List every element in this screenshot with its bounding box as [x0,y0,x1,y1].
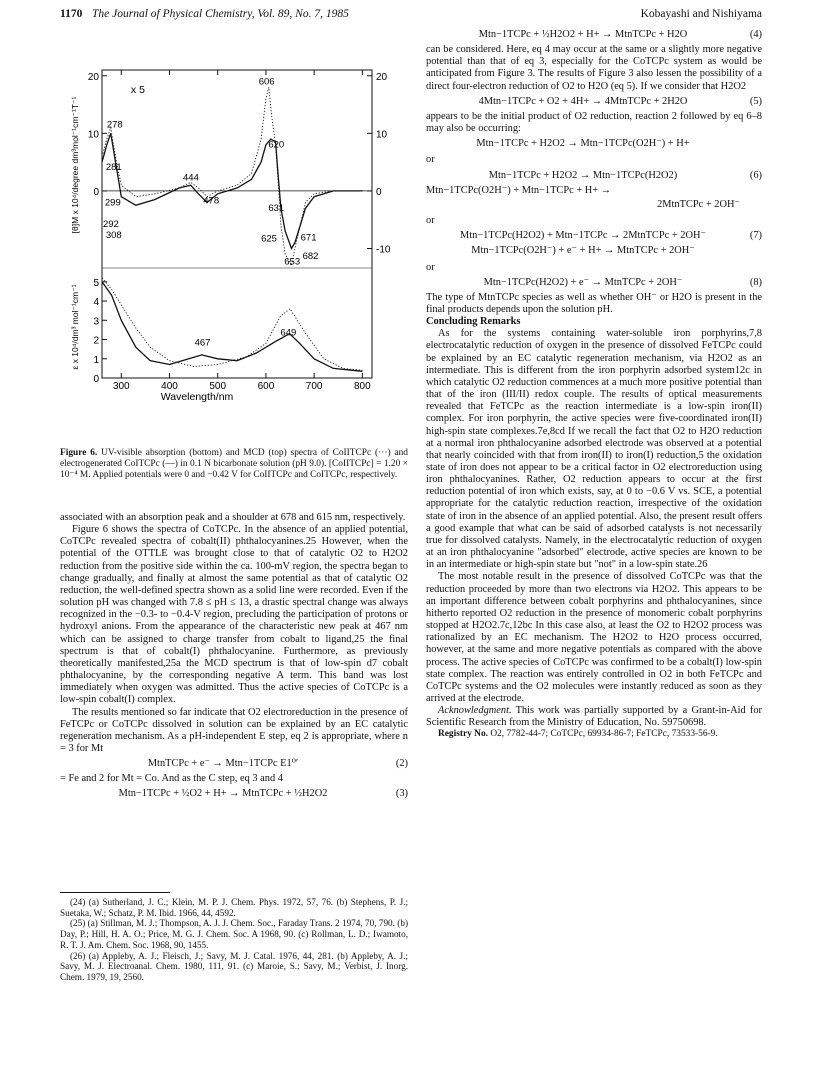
paragraph: can be considered. Here, eq 4 may occur at the same or a slightly more negative potential than that of eq 3, especially for the CoTCPc system as would be anticipated from Figure 3. The results of Figure 3 also lessen the possibility of a direct four-electron reduction of O2 to H2O (eq 5). If we consider that H2O2 [426,44,762,92]
mcd-peak-label: 292 [102,219,119,231]
section-heading: Concluding Remarks [426,316,521,328]
mcd-scale-note: x 5 [130,84,145,97]
x-tick-label: 600 [257,381,275,392]
equation-body: 4Mtn−1TCPc + O2 + 4H+ → 4MtnTCPc + 2H2O [478,95,688,107]
acknowledgment [426,705,762,729]
uv-peak-label: 467 [194,337,211,349]
registry-label: Registry No. [438,729,488,740]
x-tick-label: 500 [209,381,227,392]
paragraph: The type of MtnTCPc species as well as whether OH⁻ or H2O is present in the final products depends upon the solution pH. [426,291,762,315]
equation-number: (4) [749,29,762,40]
mcd-peak-label: 653 [284,256,301,268]
equation-body: Mtn−1TCPc(H2O2) + Mtn−1TCPc → 2MtnTCPc + 2OH⁻ [460,230,706,242]
x-axis-label: Wavelength/nm [160,391,234,403]
equation-4 [426,29,762,41]
uv-tick-label: 1 [93,354,99,366]
equation-number: (3) [395,788,408,800]
figure-caption-text: UV-visible absorption (bottom) and MCD (top) spectra of CoIITCPc (···) and electrogenerated CoITCPc (—) in 0.1 N bicarbonate solution (pH 9.0). [CoIITCPc] = 1.20 × 10⁻⁴ M. Applied potentials were 0 and −0.42 V for CoIITCPc and CoITCPc, respectively. [60,448,408,480]
mcd-tick-label-right: 10 [376,129,388,141]
uv-y-axis-label: ε x 10⁴/dm³ mol⁻¹cm⁻¹ [70,284,80,370]
running-authors: Kobayashi and Nishiyama [640,8,762,20]
page-number: 1170 [60,8,83,20]
mcd-peak-label: 478 [203,195,220,207]
acknowledgment-label: Acknowledgment. [438,705,512,717]
equation-2 [60,758,408,770]
paragraph: appears to be the initial product of O2 reduction, reaction 2 followed by eq 6–8 may also be occurring: [426,110,762,135]
left-column [60,512,408,804]
figure-caption-label: Figure 6. [60,448,98,458]
equation-5 [426,96,762,108]
acknowledgment-text: This work was partially supported by a Grant-in-Aid for Scientific Research from the Ministry of Education, No. 59750698. [426,705,762,729]
mcd-peak-label: 682 [302,250,319,262]
uv-tick-label: 3 [93,316,99,328]
paragraph: associated with an absorption peak and a shoulder at 678 and 615 nm, respectively. [60,512,406,523]
mcd-tick-label-left: 20 [87,71,99,83]
uv-curve-dotted [102,278,362,370]
equation-number: (7) [749,230,762,242]
plot-frame [102,70,372,378]
figure-6 [60,60,408,403]
mcd-peak-label: 278 [106,119,123,131]
mcd-peak-label: 606 [258,76,275,88]
footnote-26: (26) (a) Appleby, A. J.; Fleisch, J.; Savy, M. J. Catal. 1976, 44, 281. (b) Appleby, A. J.; Savy, M. J. Electroanal. Chem. 1980, 111, 91. (c) Maroie, S.; Savy, M.; Verbist, J. Inorg. Chem. 1979, 19, 2560. [60,950,408,982]
mcd-tick-label-right: -10 [376,244,391,256]
footnotes [60,892,408,983]
mcd-peak-label: 308 [105,230,122,242]
uv-tick-label: 2 [93,335,99,347]
paragraph: As for the systems containing water-soluble iron porphyrins,7,8 electrocatalytic reduction of oxygen in the presence of dissolved FeTCPc could be explained by an EC catalytic regeneration mechanism, via H2O2 as an intermediate. This is different from the iron porphyrin adsorbed system12c in which catalytic O2 reduction commences at a much more positive potential than that of the iron (III/II) redox couple. The results of optical measurements revealed that FeTCPc as the reaction intermediate is a low-spin iron(II) complex. For iron porphyrin, the active species were five-coordinated iron(II) high-spin state complexes.7e,8cd If we recall the fact that O2 to H2O reduction at a normal iron phthalocyanine adsorbed electrode was observed at a potential that nearly coincided with that from iron(II) to iron(I) reduction,5 the oxidation state of iron does not appear to be a critical factor in O2 electroreduction using iron phthalocyanines. Rather, O2 reduction appears to occur at the first reduction potential of iron which exists, say, at 0 to −0.6 V vs. SCE, a potential appropriate for the catalytic reduction reaction, irrespective of the oxidation state of iron in the absence of an applied potential. Also, the present result offers a good example that what can be said of adsorbed catalysts is not necessarily true for dissolved catalysts. Namely, in the electrocatalytic reduction of oxygen at an iron phthalocyanine "adsorbed" electrode, active species are known to be in an intermediate or high-spin state but "not" in a low-spin state.26 [426,328,762,571]
equation-6d: 2MtnTCPc + 2OH⁻ [657,198,740,210]
uv-tick-label: 4 [93,297,99,309]
mcd-tick-label-right: 0 [376,186,382,198]
mcd-peak-label: 281 [105,162,122,174]
equation-body: Mtn−1TCPc + ½H2O2 + H+ → MtnTCPc + H2O [478,29,688,40]
mcd-peak-label: 625 [261,233,277,245]
connector-or: or [426,154,435,166]
equation-3 [60,788,408,800]
equation-8 [426,277,762,289]
paragraph: The results mentioned so far indicate that O2 electroreduction in the presence of FeTCPc or CoTCPc dissolved in solution can be explained by an EC catalytic regeneration mechanism. As a pH-independent E step, eq 2 is appropriate, where n = 3 for Mt [60,706,408,754]
mcd-tick-label-left: 0 [93,186,99,198]
connector-or: or [426,215,435,227]
mcd-y-axis-label: [θ]M x 10⁴/degree dm³mol⁻¹cm⁻¹T⁻¹ [70,96,80,234]
connector-or: or [426,261,435,273]
equation-6a [426,138,762,150]
equation-6c: Mtn−1TCPc(O2H⁻) + Mtn−1TCPc + H+ → [426,184,612,196]
figure-caption [60,448,408,481]
paragraph: The most notable result in the presence of dissolved CoTCPc was that the reduction proceeded by more than two electrons via H2O2. This appears to be an important difference between cobalt porphyrins and phthalocyanines, since hitherto reported O2 reduction in the presence of monomeric cobalt porphyrins stopped at H2O2.7c,12bc In this case also, at least the O2 to H2O2 process was rationalized by an EC mechanism. The H2O2 to H2O process occurred, however, at the same and more negative potentials as compared with the above process. The active species of CoTCPc was confirmed to be a cobalt(I) low-spin state complex. The reaction was entirely controlled in O2 in both FeTCPc and CoTCPc systems and the O2 molecules were instantly reduced as soon as they arrived at the electrode. [426,571,762,704]
mcd-peak-label: 671 [300,232,317,244]
x-tick-label: 800 [354,381,371,392]
mcd-tick-label-left: 10 [87,129,99,141]
equation-body: Mtn−1TCPc(O2H⁻) + e⁻ + H+ → MtnTCPc + 2OH⁻ [471,245,695,257]
mcd-peak-label: 620 [268,139,285,151]
equation-number: (8) [749,276,762,288]
mcd-peak-label: 631 [268,203,285,215]
mcd-curve-dotted [102,87,362,265]
uv-tick-label: 5 [93,277,99,289]
paragraph: = Fe and 2 for Mt = Co. And as the C step, eq 3 and 4 [60,773,283,785]
footnote-24: (24) (a) Sutherland, J. C.; Klein, M. P. J. Chem. Phys. 1972, 57, 76. (b) Stephens, P. J.; Suetaka, W.; Schatz, P. M. Ibid. 1966, 44, 4592. [60,897,408,918]
equation-body: Mtn−1TCPc + ½O2 + H+ → MtnTCPc + ½H2O2 [118,788,328,800]
mcd-tick-label-right: 20 [376,71,388,83]
equation-number: (6) [749,169,762,181]
registry-text: O2, 7782-44-7; CoTCPc, 69934-86-7; FeTCPc, 73533-56-9. [488,729,718,740]
equation-7b [426,245,762,257]
paragraph: Figure 6 shows the spectra of CoTCPc. In the absence of an applied potential, CoTCPc revealed spectra of cobalt(II) phthalocyanines.25 However, when the potential of the OTTLE was brought close to that of catalytic O2 to H2O2 reduction from the positive side within the ca. 100-mV region, the spectra began to change gradually, and finally at almost the same potential as that of catalytic O2 reduction, the well-defined spectra shown as a solid line were recorded. Even if the solution pH was changed with 7.8 ≤ pH ≤ 13, a drastic spectral change was always recognized in the −0.3- to −0.4-V region, precluding the participation of protons or hydroxyl anions. From the appearance of the characteristic new peak at 467 nm which can be assigned to charge transfer from cobalt to ligand,25 the final spectrum is that of cobalt(I) phthalocyanine. Furthermore, as previously theoretically manifested,25a the MCD spectrum is that of low-spin d7 cobalt phthalocyanine, by the corresponding negative A term. This band was lost immediately when oxygen was admitted. Thus the active species of CoTCPc is a low-spin cobalt(I) complex. [60,524,408,706]
equation-number: (5) [749,95,762,107]
equation-7 [426,230,762,242]
mcd-peak-label: 299 [104,197,121,209]
uv-tick-label: 0 [93,374,99,385]
journal-citation: The Journal of Physical Chemistry, Vol. 89, No. 7, 1985 [92,8,349,20]
x-tick-label: 700 [305,381,323,392]
equation-body: Mtn−1TCPc + H2O2 → Mtn−1TCPc(H2O2) [488,169,678,181]
footnote-rule [60,892,170,893]
equation-number: (2) [395,758,408,770]
uv-peak-label: 649 [280,327,297,339]
running-header [60,8,762,24]
mcd-peak-label: 444 [183,172,199,184]
right-column [426,26,762,740]
equation-6 [426,170,762,182]
equation-body: MtnTCPc + e⁻ → Mtn−1TCPc E1⁰′ [147,758,299,770]
x-tick-label: 300 [112,381,130,392]
equation-body: Mtn−1TCPc(H2O2) + e⁻ → MtnTCPc + 2OH⁻ [483,276,683,288]
equation-body: Mtn−1TCPc + H2O2 → Mtn−1TCPc(O2H⁻) + H+ [476,138,690,150]
registry-numbers [426,729,762,740]
x-tick-label: 400 [161,381,178,392]
footnote-25: (25) (a) Stillman, M. J.; Thompson, A. J. J. Chem. Soc., Faraday Trans. 2 1974, 70, 790. (b) Day, P.; Hill, H. A. O.; Price, M. G. J. Chem. Soc. A 1968, 90. (c) Rollman, L. D.; Iwamoto, R. T. J. Am. Chem. Soc. 1968, 90, 1455. [60,918,408,950]
figure-6-plot [60,60,408,403]
